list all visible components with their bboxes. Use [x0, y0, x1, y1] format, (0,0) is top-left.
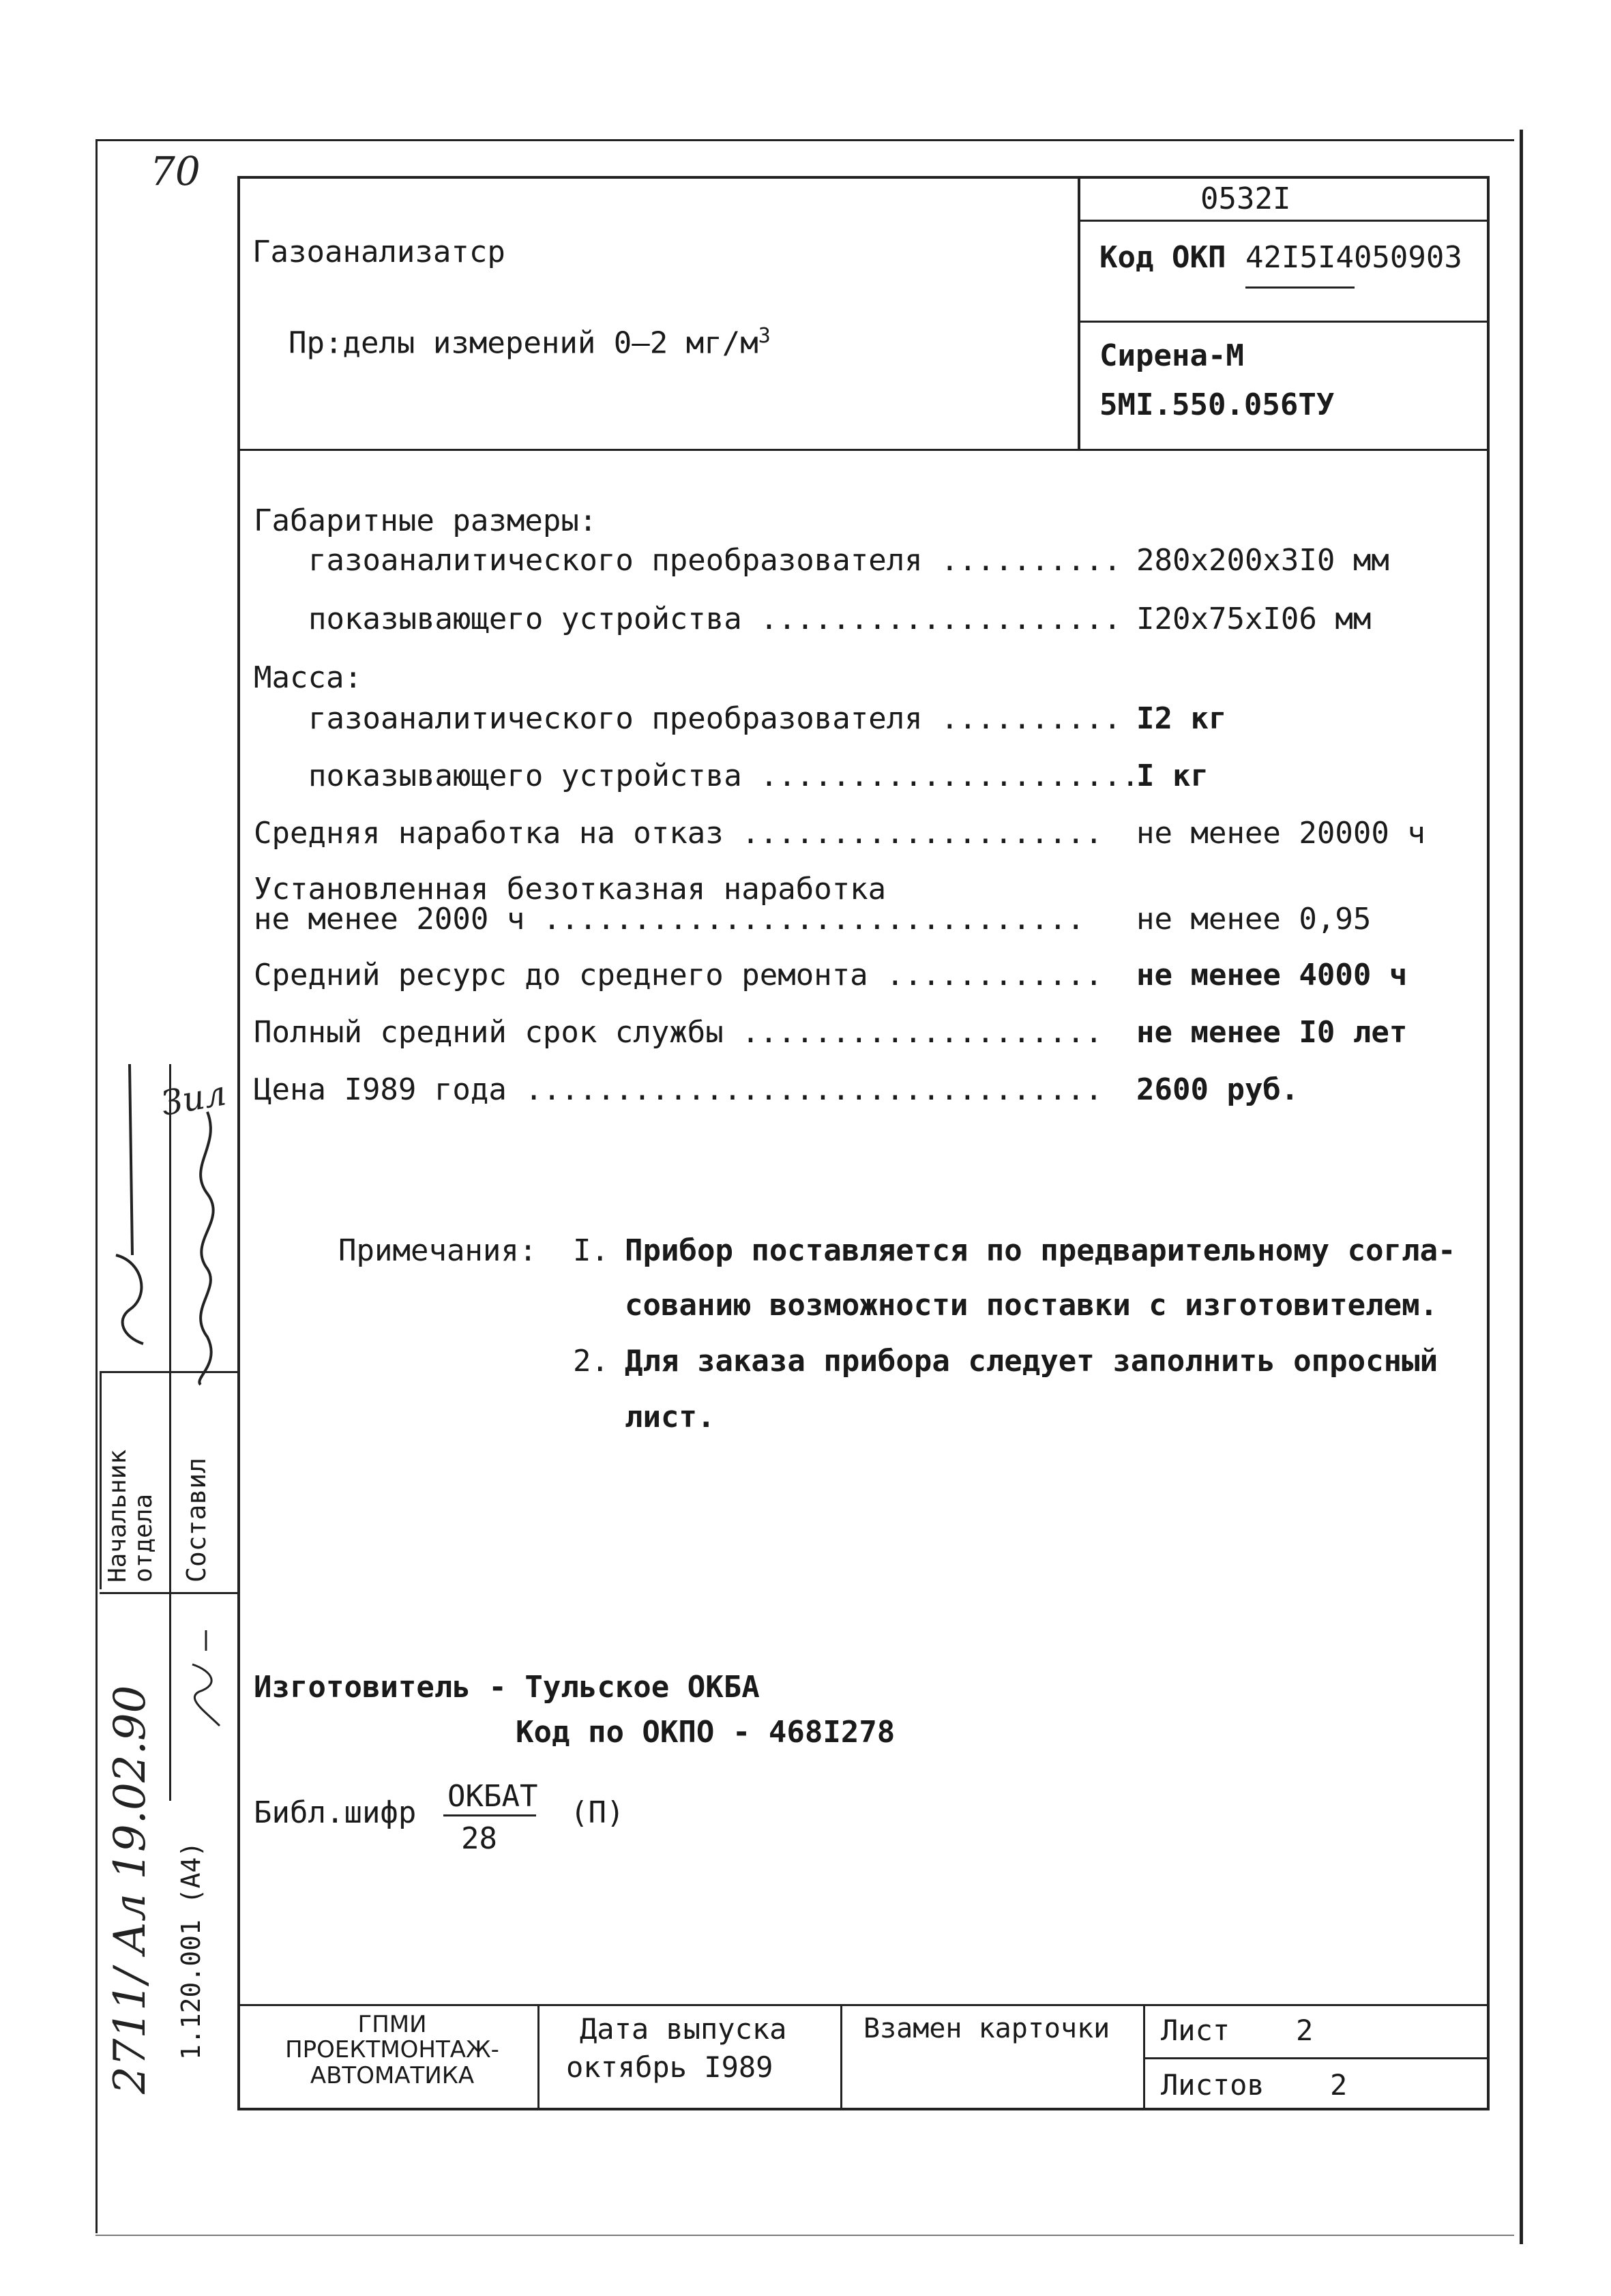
frame-right [1520, 130, 1523, 2244]
side-v-left [100, 1371, 102, 1589]
spec-value-2: I2 кг [1136, 701, 1227, 736]
spec-label-0: газоаналитического преобразователя .......... [308, 543, 1122, 578]
compiler-label: Составил [181, 1457, 211, 1583]
header-sub-h2 [1078, 321, 1490, 323]
small-signature [179, 1623, 233, 1733]
spec-label-3: показывающего устройства ..................... [308, 759, 1140, 793]
spec-label-2: газоаналитического преобразователя .......... [308, 701, 1122, 736]
model-name: Сирена-М [1099, 338, 1244, 373]
note-1-line2: сованию возможности поставки с изготовителем. [625, 1288, 1438, 1323]
header-divider-h [237, 449, 1490, 451]
spec-label-6: Средний ресурс до среднего ремонта ............ [254, 958, 1104, 992]
card-bottom [237, 2108, 1490, 2110]
footer-sheet-value: 2 [1296, 2014, 1314, 2047]
signature-head [102, 1050, 164, 1364]
spec-label-7: Полный средний срок службы .................... [254, 1015, 1104, 1050]
library-suffix: (П) [570, 1795, 625, 1830]
footer-sheet-label: Лист [1161, 2014, 1230, 2047]
library-denominator: 28 [461, 1821, 497, 1856]
frame-left [95, 139, 98, 2233]
model-spec: 5МI.550.056ТУ [1099, 387, 1335, 422]
spec-value-6: не менее 4000 ч [1136, 958, 1408, 992]
footer-v2 [840, 2004, 842, 2110]
library-label: Библ.шифр [254, 1795, 417, 1830]
note-2-num: 2. [573, 1344, 609, 1379]
spec-label-1: показывающего устройства .................... [308, 602, 1122, 636]
product-name: Газоанализатср [252, 235, 505, 269]
note-1-num: I. [573, 1233, 609, 1268]
footer-sheet-divider [1143, 2057, 1490, 2059]
footer-sheets-label: Листов [1161, 2068, 1265, 2102]
spec-value-5: не менее 0,95 [1136, 902, 1372, 937]
spec-value-8: 2600 руб. [1136, 1072, 1299, 1107]
footer-v1 [537, 2004, 540, 2110]
measurement-range-sup: 3 [758, 324, 771, 348]
header-divider-v [1078, 176, 1080, 449]
note-1-line1: Прибор поставляется по предварительному согла- [625, 1233, 1456, 1268]
spec-value-3: I кг [1136, 759, 1209, 793]
header-sub-h1 [1078, 220, 1490, 222]
spec-label-5b: не менее 2000 ч .............................. [254, 902, 1085, 937]
spec-value-1: I20x75xI06 мм [1136, 602, 1372, 636]
initials-handwritten: Зил [158, 1073, 229, 1124]
card-left [237, 176, 240, 2110]
manufacturer-okpo: Код по ОКПО - 468I278 [516, 1715, 896, 1750]
card-number: 0532I [1200, 181, 1291, 216]
frame-bottom [95, 2235, 1514, 2236]
footer-org: ГПМИ ПРОЕКТМОНТАЖ- АВТОМАТИКА [285, 2011, 499, 2089]
frame-top [95, 139, 1514, 141]
footer-replace-label: Взамен карточки [863, 2013, 1110, 2044]
notes-label: Примечания: [338, 1233, 537, 1268]
footer-top [237, 2004, 1490, 2006]
spec-label-5: Установленная безотказная наработка [254, 872, 887, 907]
signature-compiler [173, 1105, 235, 1392]
side-h-bottom [100, 1592, 237, 1594]
spec-value-7: не менее I0 лет [1136, 1015, 1408, 1050]
note-2-line2: лист. [625, 1400, 715, 1434]
footer-issue-date: октябрь I989 [566, 2050, 773, 2084]
card-right [1487, 176, 1490, 2110]
spec-value-4: не менее 20000 ч [1136, 816, 1425, 851]
form-stamp: 1.120.001 (А4) [176, 1841, 206, 2060]
footer-issue-label: Дата выпуска [580, 2012, 787, 2046]
note-2-line1: Для заказа прибора следует заполнить опросный [625, 1344, 1438, 1379]
okp-label: Код ОКП [1099, 240, 1226, 275]
library-fraction-bar [443, 1814, 536, 1816]
footer-sheets-value: 2 [1330, 2068, 1348, 2102]
measurement-range-text: Пр:делы измерений 0–2 мг/м [288, 325, 758, 361]
spec-value-0: 280x200x3I0 мм [1136, 543, 1389, 578]
okp-code: 42I5I4050903 [1245, 240, 1462, 275]
spec-label-4: Средняя наработка на отказ .................... [254, 816, 1104, 851]
page-number: 70 [150, 148, 201, 194]
side-v-mid [169, 1064, 171, 1801]
card-top [237, 176, 1490, 179]
okp-underline [1245, 286, 1355, 289]
handwritten-date: 2711/ Ал 19.02.90 [105, 1685, 156, 2094]
spec-label-8: Цена I989 года ................................ [254, 1072, 1104, 1107]
mass-heading: Масса: [254, 660, 362, 695]
library-numerator: ОКБАТ [447, 1779, 538, 1814]
dimensions-heading: Габаритные размеры: [254, 503, 597, 538]
manufacturer-line1: Изготовитель - Тульское ОКБА [254, 1670, 760, 1705]
measurement-range [252, 289, 771, 361]
head-of-dept-label: Начальник отдела [104, 1449, 158, 1583]
